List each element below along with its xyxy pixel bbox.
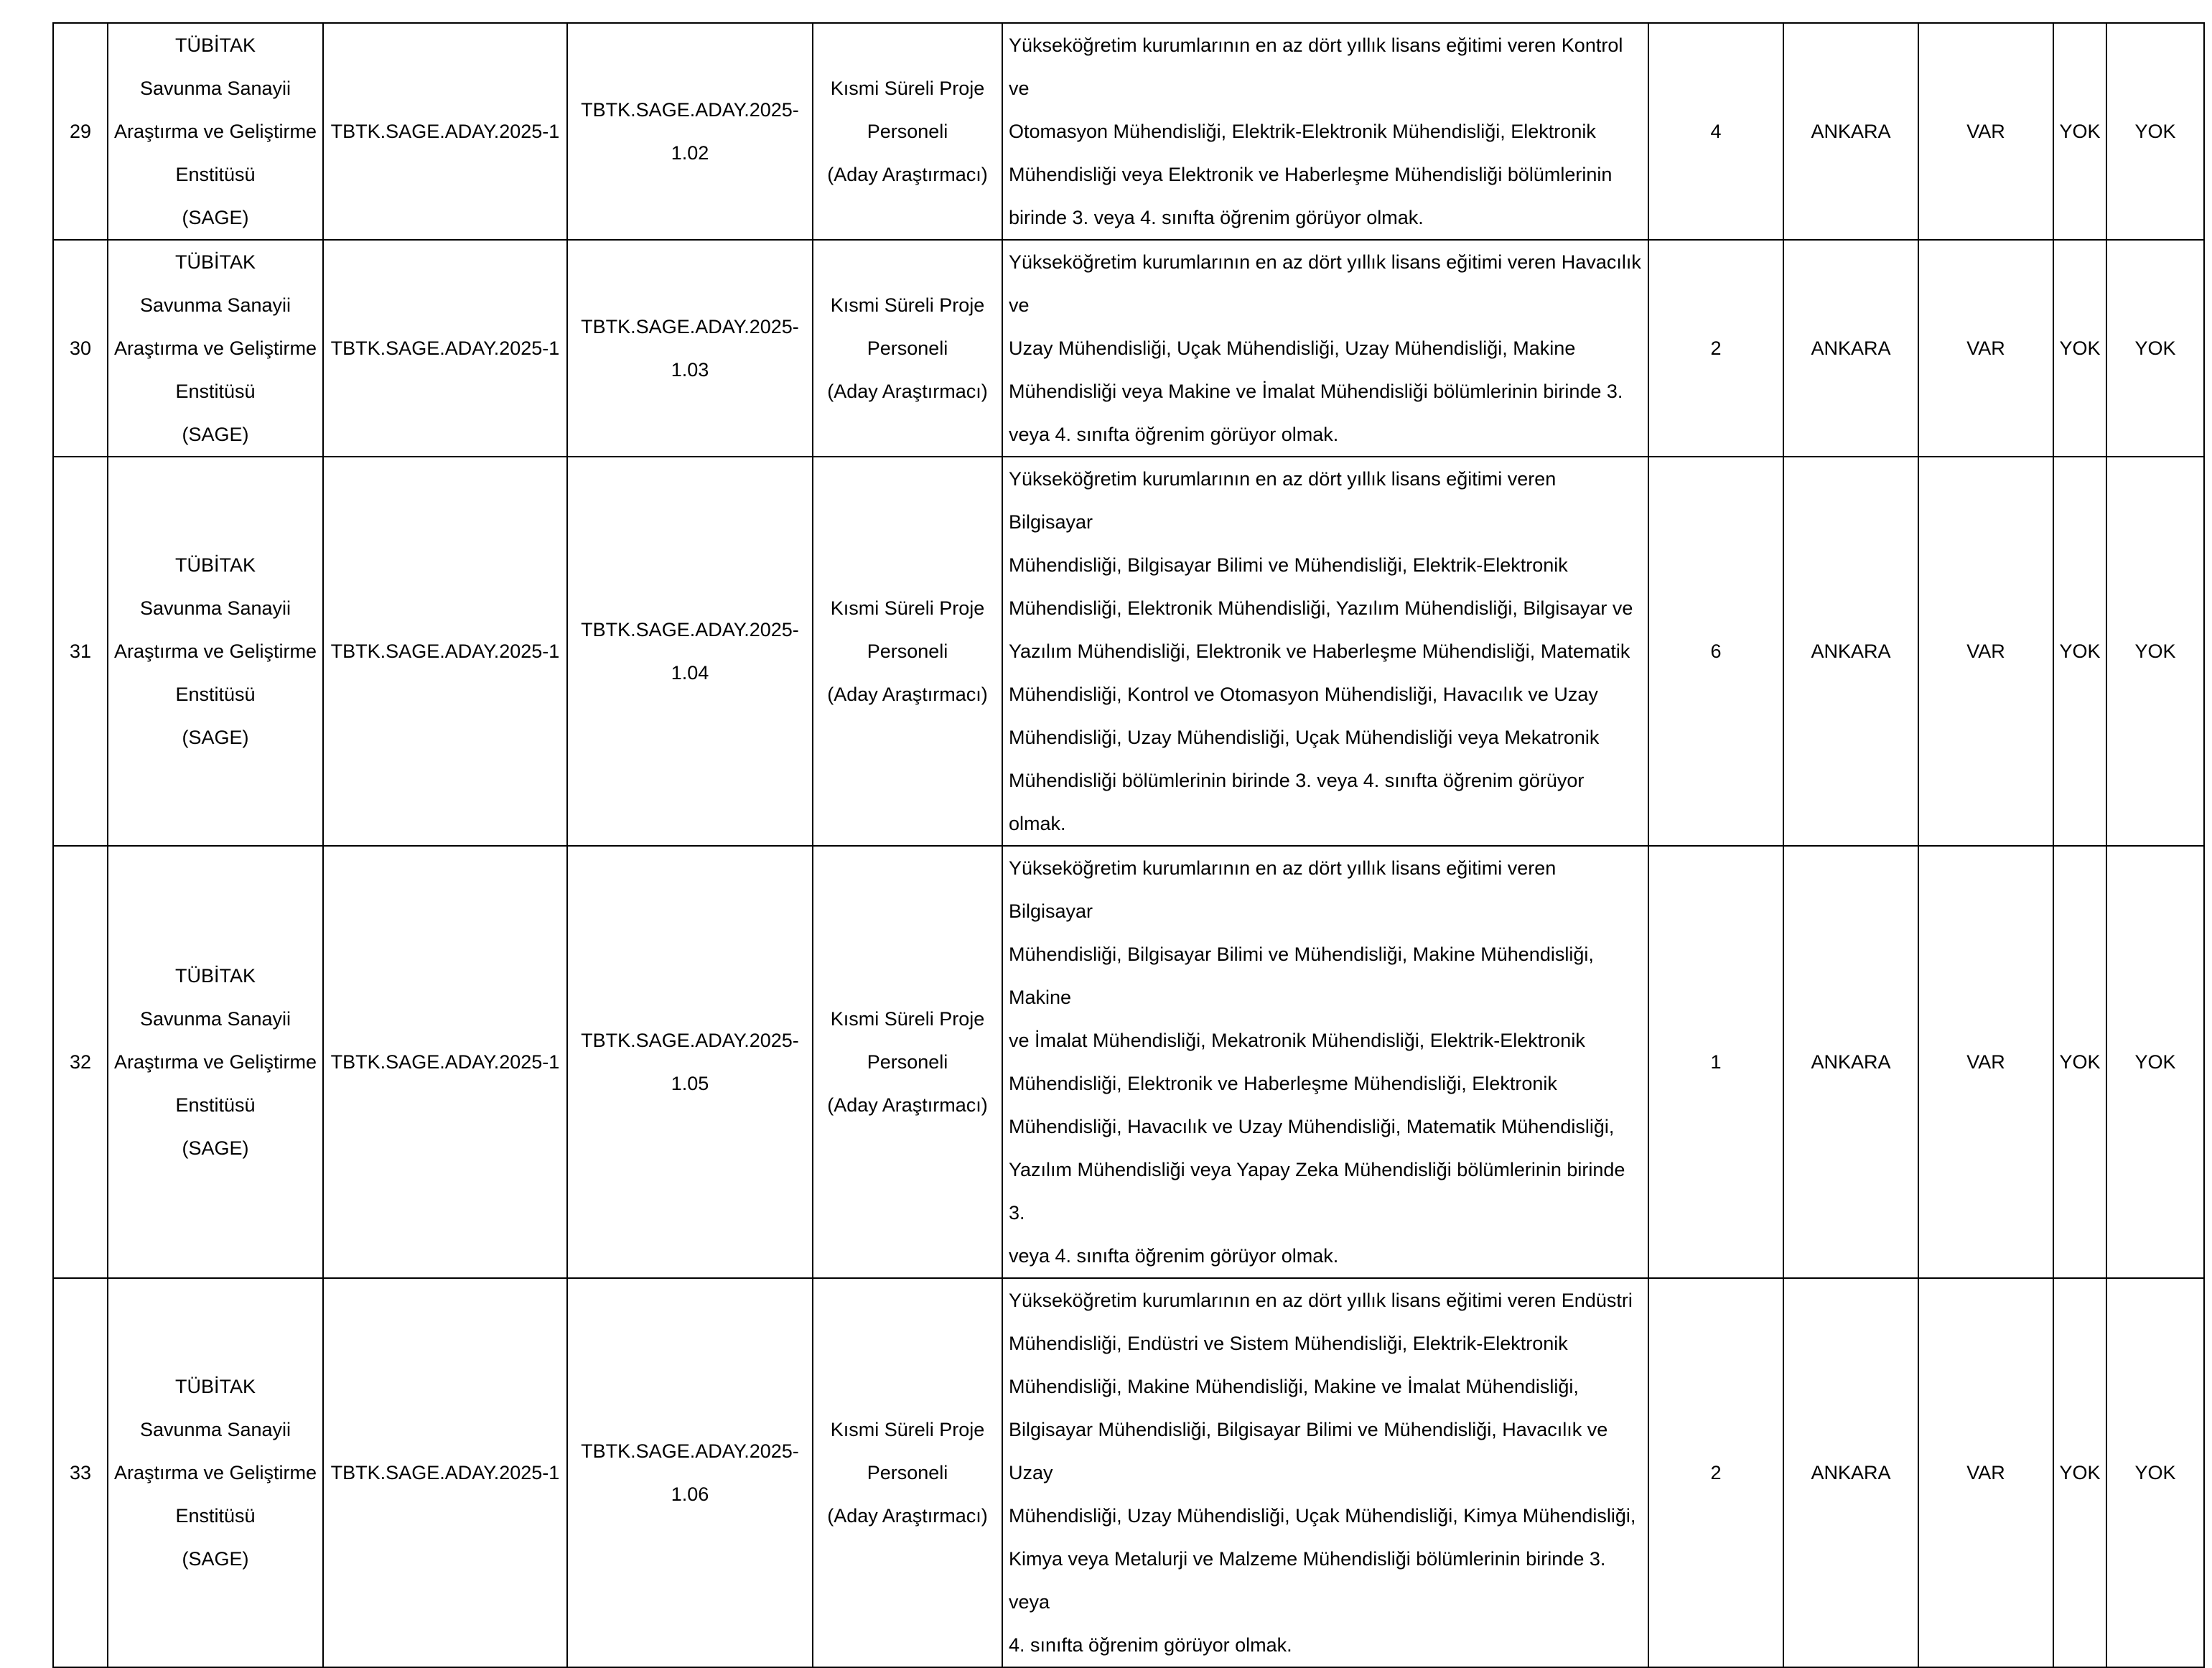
cell-row-number: 30 bbox=[53, 240, 108, 457]
cell-city: ANKARA bbox=[1783, 457, 1918, 846]
cell-city: ANKARA bbox=[1783, 1278, 1918, 1667]
cell-col-11: YOK bbox=[2106, 23, 2204, 240]
cell-col-11: YOK bbox=[2106, 846, 2204, 1278]
cell-city: ANKARA bbox=[1783, 23, 1918, 240]
cell-col-10: YOK bbox=[2053, 846, 2106, 1278]
table-row bbox=[53, 23, 2204, 240]
cell-announcement-code: TBTK.SAGE.ADAY.2025-1 bbox=[323, 240, 567, 457]
cell-col-11: YOK bbox=[2106, 457, 2204, 846]
table-row bbox=[53, 1278, 2204, 1667]
table-row bbox=[53, 457, 2204, 846]
cell-requirement: Yükseköğretim kurumlarının en az dört yıllık lisans eğitimi veren Kontrol ve Otomasyon Mühendisliği, Elektrik-Elektronik Mühendisliği, Elektronik Mühendisliği veya Elektronik ve Haberleşme Mühendisliği bölümlerinin birinde 3. veya 4. sınıfta öğrenim görüyor olmak. bbox=[1002, 23, 1648, 240]
cell-institution: TÜBİTAK Savunma Sanayii Araştırma ve Geliştirme Enstitüsü (SAGE) bbox=[108, 1278, 323, 1667]
cell-announcement-code: TBTK.SAGE.ADAY.2025-1 bbox=[323, 23, 567, 240]
cell-position-code: TBTK.SAGE.ADAY.2025- 1.04 bbox=[567, 457, 813, 846]
cell-col-10: YOK bbox=[2053, 240, 2106, 457]
cell-count: 2 bbox=[1648, 240, 1783, 457]
table-row bbox=[53, 846, 2204, 1278]
cell-col-10: YOK bbox=[2053, 23, 2106, 240]
cell-city: ANKARA bbox=[1783, 846, 1918, 1278]
cell-count: 6 bbox=[1648, 457, 1783, 846]
cell-col-9: VAR bbox=[1918, 1278, 2053, 1667]
cell-position-type: Kısmi Süreli Proje Personeli (Aday Araştırmacı) bbox=[813, 846, 1002, 1278]
cell-requirement: Yükseköğretim kurumlarının en az dört yıllık lisans eğitimi veren Havacılık ve Uzay Mühendisliği, Uçak Mühendisliği, Uzay Mühendisliği, Makine Mühendisliği veya Makine ve İmalat Mühendisliği bölümlerinin birinde 3. veya 4. sınıfta öğrenim görüyor olmak. bbox=[1002, 240, 1648, 457]
cell-col-9: VAR bbox=[1918, 23, 2053, 240]
cell-requirement: Yükseköğretim kurumlarının en az dört yıllık lisans eğitimi veren Bilgisayar Mühendisliği, Bilgisayar Bilimi ve Mühendisliği, Elektrik-Elektronik Mühendisliği, Elektronik Mühendisliği, Yazılım Mühendisliği, Bilgisayar ve Yazılım Mühendisliği, Elektronik ve Haberleşme Mühendisliği, Matematik Mühendisliği, Kontrol ve Otomasyon Mühendisliği, Havacılık ve Uzay Mühendisliği, Uzay Mühendisliği, Uçak Mühendisliği veya Mekatronik Mühendisliği bölümlerinin birinde 3. veya 4. sınıfta öğrenim görüyor olmak. bbox=[1002, 457, 1648, 846]
cell-position-type: Kısmi Süreli Proje Personeli (Aday Araştırmacı) bbox=[813, 240, 1002, 457]
cell-institution: TÜBİTAK Savunma Sanayii Araştırma ve Geliştirme Enstitüsü (SAGE) bbox=[108, 846, 323, 1278]
cell-col-10: YOK bbox=[2053, 457, 2106, 846]
cell-position-code: TBTK.SAGE.ADAY.2025- 1.02 bbox=[567, 23, 813, 240]
cell-row-number: 33 bbox=[53, 1278, 108, 1667]
cell-row-number: 32 bbox=[53, 846, 108, 1278]
cell-institution: TÜBİTAK Savunma Sanayii Araştırma ve Geliştirme Enstitüsü (SAGE) bbox=[108, 240, 323, 457]
cell-requirement: Yükseköğretim kurumlarının en az dört yıllık lisans eğitimi veren Bilgisayar Mühendisliği, Bilgisayar Bilimi ve Mühendisliği, Makine Mühendisliği, Makine ve İmalat Mühendisliği, Mekatronik Mühendisliği, Elektrik-Elektronik Mühendisliği, Elektronik ve Haberleşme Mühendisliği, Elektronik Mühendisliği, Havacılık ve Uzay Mühendisliği, Matematik Mühendisliği, Yazılım Mühendisliği veya Yapay Zeka Mühendisliği bölümlerinin birinde 3. veya 4. sınıfta öğrenim görüyor olmak. bbox=[1002, 846, 1648, 1278]
cell-announcement-code: TBTK.SAGE.ADAY.2025-1 bbox=[323, 1278, 567, 1667]
cell-institution: TÜBİTAK Savunma Sanayii Araştırma ve Geliştirme Enstitüsü (SAGE) bbox=[108, 23, 323, 240]
cell-row-number: 31 bbox=[53, 457, 108, 846]
table-row bbox=[53, 240, 2204, 457]
cell-col-10: YOK bbox=[2053, 1278, 2106, 1667]
cell-position-type: Kısmi Süreli Proje Personeli (Aday Araştırmacı) bbox=[813, 23, 1002, 240]
cell-position-type: Kısmi Süreli Proje Personeli (Aday Araştırmacı) bbox=[813, 1278, 1002, 1667]
cell-announcement-code: TBTK.SAGE.ADAY.2025-1 bbox=[323, 846, 567, 1278]
cell-count: 1 bbox=[1648, 846, 1783, 1278]
cell-col-9: VAR bbox=[1918, 457, 2053, 846]
positions-table bbox=[52, 22, 2205, 1668]
cell-position-type: Kısmi Süreli Proje Personeli (Aday Araştırmacı) bbox=[813, 457, 1002, 846]
cell-announcement-code: TBTK.SAGE.ADAY.2025-1 bbox=[323, 457, 567, 846]
cell-requirement: Yükseköğretim kurumlarının en az dört yıllık lisans eğitimi veren Endüstri Mühendisliği, Endüstri ve Sistem Mühendisliği, Elektrik-Elektronik Mühendisliği, Makine Mühendisliği, Makine ve İmalat Mühendisliği, Bilgisayar Mühendisliği, Bilgisayar Bilimi ve Mühendisliği, Havacılık ve Uzay Mühendisliği, Uzay Mühendisliği, Uçak Mühendisliği, Kimya Mühendisliği, Kimya veya Metalurji ve Malzeme Mühendisliği bölümlerinin birinde 3. veya 4. sınıfta öğrenim görüyor olmak. bbox=[1002, 1278, 1648, 1667]
cell-position-code: TBTK.SAGE.ADAY.2025- 1.06 bbox=[567, 1278, 813, 1667]
cell-col-9: VAR bbox=[1918, 846, 2053, 1278]
cell-position-code: TBTK.SAGE.ADAY.2025- 1.05 bbox=[567, 846, 813, 1278]
cell-position-code: TBTK.SAGE.ADAY.2025- 1.03 bbox=[567, 240, 813, 457]
cell-col-11: YOK bbox=[2106, 1278, 2204, 1667]
cell-row-number: 29 bbox=[53, 23, 108, 240]
cell-col-9: VAR bbox=[1918, 240, 2053, 457]
cell-col-11: YOK bbox=[2106, 240, 2204, 457]
cell-count: 2 bbox=[1648, 1278, 1783, 1667]
cell-institution: TÜBİTAK Savunma Sanayii Araştırma ve Geliştirme Enstitüsü (SAGE) bbox=[108, 457, 323, 846]
positions-table-sheet bbox=[52, 22, 2205, 1668]
cell-city: ANKARA bbox=[1783, 240, 1918, 457]
cell-count: 4 bbox=[1648, 23, 1783, 240]
